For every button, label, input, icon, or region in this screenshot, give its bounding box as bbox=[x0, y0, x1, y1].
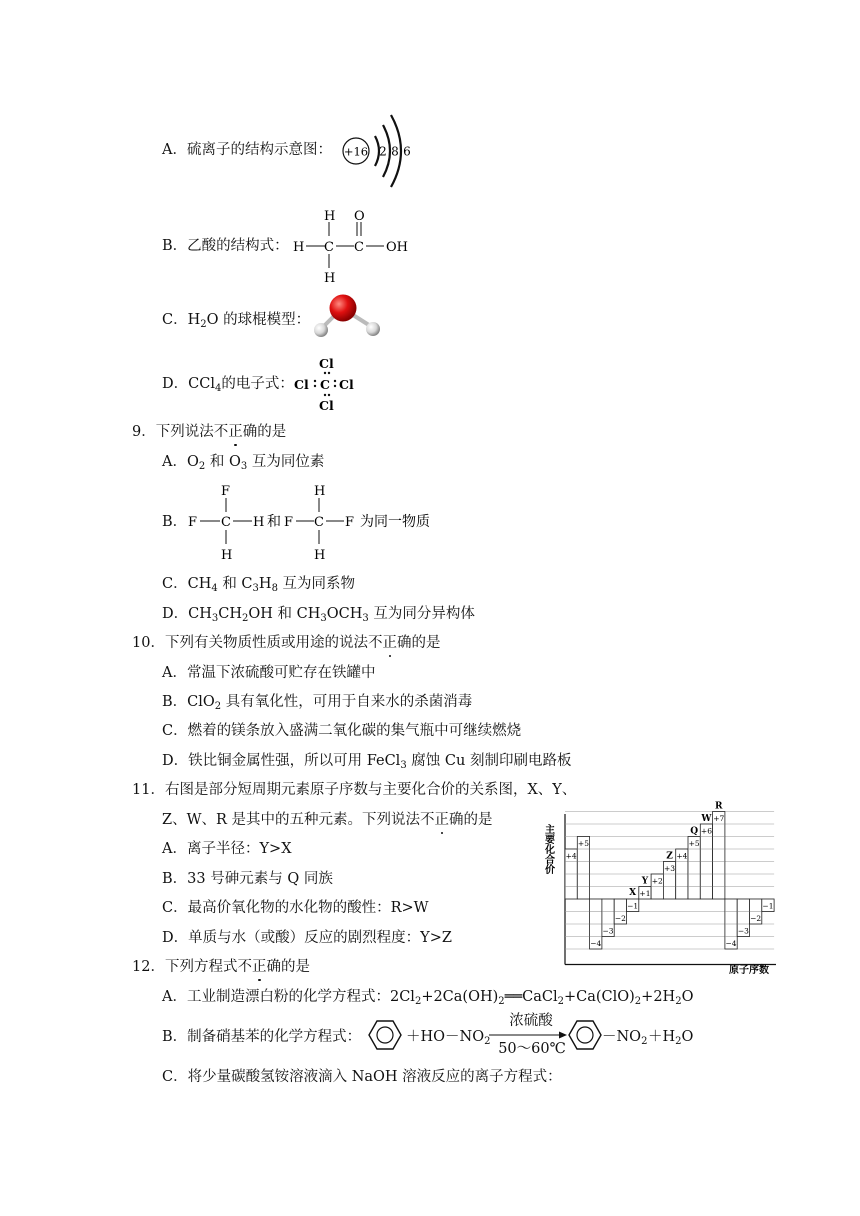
text: C．最高价氧化物的水化物的酸性：R>W bbox=[162, 900, 429, 916]
atom-h: H bbox=[314, 548, 326, 563]
q10-option-a bbox=[162, 664, 375, 682]
subscript: 2 bbox=[557, 996, 564, 1007]
bar-value-label: −4 bbox=[725, 939, 737, 948]
text: 和 C bbox=[217, 576, 253, 592]
q11-option-b bbox=[162, 870, 333, 888]
q8-option-c bbox=[162, 311, 310, 329]
text: +Ca(ClO) bbox=[563, 989, 635, 1005]
subscript: 4 bbox=[211, 583, 218, 594]
subscript: 2 bbox=[498, 996, 505, 1007]
q11-option-c bbox=[162, 899, 429, 917]
stem-text: 的是 bbox=[463, 812, 493, 828]
text: C．燃着的镁条放入盛满二氧化碳的集气瓶中可继续燃烧 bbox=[162, 723, 522, 739]
text: O bbox=[681, 989, 694, 1005]
text: A．工业制造漂白粉的化学方程式：2Cl bbox=[162, 989, 415, 1005]
text: OH 和 CH bbox=[248, 606, 321, 622]
subscript: 3 bbox=[320, 613, 327, 624]
subscript: 2 bbox=[414, 996, 422, 1007]
stem-text: 11．右图是部分短周期元素原子序数与主要化合价的关系图，X、Y、 bbox=[132, 782, 577, 798]
atom-h: H bbox=[253, 515, 265, 530]
q8-option-b-text: B．乙酸的结构式： bbox=[162, 238, 289, 254]
chart-xlabel: 原子序数 bbox=[729, 965, 769, 976]
q8-option-a bbox=[162, 141, 332, 159]
q10-option-d bbox=[162, 752, 571, 770]
atom-c: C bbox=[320, 377, 330, 392]
q8-option-a-text: A．硫离子的结构示意图： bbox=[162, 142, 332, 158]
subscript: 3 bbox=[252, 583, 259, 594]
q8-option-b bbox=[162, 237, 289, 255]
atom-o: O bbox=[354, 209, 365, 224]
acetic-acid-structural-formula bbox=[290, 206, 420, 286]
atom-oh: OH bbox=[386, 240, 408, 255]
subscript: 2 bbox=[198, 461, 206, 472]
bar-value-label: +7 bbox=[713, 814, 725, 823]
element-label: Z bbox=[666, 851, 673, 862]
text: C．CH bbox=[162, 576, 212, 592]
water-ball-stick-model bbox=[306, 288, 388, 346]
emphasis-text: 不正确 bbox=[213, 424, 258, 440]
q12-stem bbox=[132, 958, 310, 976]
element-label: Q bbox=[690, 826, 699, 837]
subscript: 3 bbox=[400, 760, 407, 771]
chart-ylabel: 主要化合价 bbox=[542, 824, 554, 874]
text: OCH bbox=[326, 606, 363, 622]
text: 浓硫酸 bbox=[509, 1013, 553, 1029]
q8-option-c-text: C．H bbox=[162, 312, 201, 328]
bar-value-label: +5 bbox=[577, 839, 589, 848]
q12-option-b-prefix bbox=[162, 1028, 361, 1046]
bar-value-label: +4 bbox=[676, 851, 688, 861]
subscript: 2 bbox=[242, 613, 249, 624]
stem-text: Z、W、R 是其中的五种元素。下列说法 bbox=[162, 812, 421, 828]
stem-text: 10．下列有关物质性质或用途的说法 bbox=[132, 635, 368, 651]
text: O bbox=[681, 1029, 694, 1045]
text: 具有氧化性，可用于自来水的杀菌消毒 bbox=[221, 694, 473, 710]
q12-option-a bbox=[162, 988, 693, 1006]
stem-text: 9．下列说法 bbox=[132, 424, 214, 440]
text: C．将少量碳酸氢铵溶液滴入 NaOH 溶液反应的离子方程式： bbox=[162, 1069, 562, 1085]
shell-2-label: 8 bbox=[391, 144, 399, 159]
text: A．常温下浓硫酸可贮存在铁罐中 bbox=[162, 665, 376, 681]
bar-value-label: −3 bbox=[737, 926, 749, 936]
subscript: 2 bbox=[641, 1036, 648, 1047]
subscript: 2 bbox=[675, 996, 682, 1007]
shell-1-label: 2 bbox=[379, 144, 387, 159]
text: ＋HO－NO bbox=[406, 1029, 485, 1045]
q11-option-d bbox=[162, 929, 452, 947]
q12-option-c bbox=[162, 1068, 562, 1086]
bar-value-label: +2 bbox=[651, 876, 663, 886]
emphasis-text: 不正确 bbox=[367, 635, 412, 651]
q11-option-a bbox=[162, 840, 292, 858]
stem-text: 的是 bbox=[411, 635, 441, 651]
element-label: Y bbox=[641, 876, 649, 887]
atom-h: H bbox=[324, 209, 336, 224]
nitric-acid-reagent bbox=[406, 1028, 490, 1046]
bar-value-label: +5 bbox=[688, 839, 700, 848]
text: 50～60℃ bbox=[498, 1041, 566, 1057]
stem-text: 的是 bbox=[280, 959, 310, 975]
text: 互为同分异构体 bbox=[368, 606, 475, 622]
ccl4-electron-formula bbox=[292, 353, 362, 415]
subscript: 2 bbox=[200, 319, 207, 330]
sulfide-ion-structure-diagram bbox=[336, 110, 426, 196]
text: +2H bbox=[641, 989, 676, 1005]
q9-stem bbox=[132, 423, 286, 441]
q8-option-c-tail: O 的球棍模型： bbox=[206, 312, 311, 328]
subscript: 3 bbox=[211, 613, 219, 624]
atom-cl: Cl bbox=[339, 377, 354, 392]
q10-option-b bbox=[162, 693, 472, 711]
q9-option-a bbox=[162, 453, 324, 471]
element-label: X bbox=[629, 888, 637, 898]
text: A．离子半径：Y>X bbox=[162, 841, 292, 857]
text: B．制备硝基苯的化学方程式： bbox=[162, 1029, 362, 1045]
bar-value-label: −1 bbox=[627, 901, 639, 911]
bar-value-label: +1 bbox=[639, 889, 651, 898]
bar-value-label: −2 bbox=[750, 914, 762, 923]
atom-cl: Cl bbox=[294, 377, 309, 392]
stem-text: 的是 bbox=[257, 424, 287, 440]
stem-text: 12．下列方程式 bbox=[132, 959, 238, 975]
subscript: 2 bbox=[675, 1036, 682, 1047]
q9-option-d bbox=[162, 605, 475, 623]
text: －NO bbox=[602, 1029, 642, 1045]
bar-value-label: −4 bbox=[590, 939, 602, 948]
text: D．单质与水（或酸）反应的剧烈程度：Y>Z bbox=[162, 930, 452, 946]
emphasis-text: 不正确 bbox=[237, 959, 281, 975]
text: ＋H bbox=[648, 1029, 676, 1045]
valence-vs-atomic-number-chart bbox=[542, 801, 786, 978]
subscript: 8 bbox=[271, 583, 278, 594]
element-label: W bbox=[701, 814, 712, 824]
text: B． bbox=[162, 514, 188, 530]
emphasis-text: 不正确 bbox=[420, 812, 464, 828]
atom-h: H bbox=[314, 484, 326, 499]
valence-bar bbox=[713, 812, 725, 900]
benzene-ring-icon bbox=[368, 1018, 402, 1052]
text: D．CH bbox=[162, 606, 212, 622]
text: 互为同系物 bbox=[277, 576, 356, 592]
atom-f: F bbox=[284, 515, 294, 530]
atom-h: H bbox=[324, 271, 336, 286]
nitrobenzene-product bbox=[602, 1028, 647, 1046]
same-substance-text: 为同一物质 bbox=[360, 514, 430, 530]
text: 腐蚀 Cu 刻制印刷电路板 bbox=[406, 753, 572, 769]
atom-c: C bbox=[314, 515, 324, 530]
and-text: 和 bbox=[267, 514, 281, 530]
atom-h: H bbox=[293, 240, 305, 255]
water-product bbox=[648, 1028, 693, 1046]
bar-value-label: +3 bbox=[664, 864, 676, 873]
reaction-condition-top bbox=[498, 1012, 564, 1030]
subscript: 3 bbox=[240, 461, 248, 472]
q9-option-c bbox=[162, 575, 355, 593]
q8-option-d bbox=[162, 375, 294, 393]
text: CH bbox=[218, 606, 242, 622]
atom-f: F bbox=[221, 484, 231, 499]
q11-stem-line1 bbox=[132, 781, 576, 799]
text: B．ClO bbox=[162, 694, 215, 710]
bar-value-label: −3 bbox=[602, 926, 614, 936]
text: A．O bbox=[162, 454, 199, 470]
q10-option-c bbox=[162, 722, 521, 740]
subscript: 2 bbox=[484, 1036, 491, 1047]
bar-value-label: −1 bbox=[762, 901, 774, 911]
text: D．铁比铜金属性强，所以可用 FeCl bbox=[162, 753, 401, 769]
text: ══CaCl bbox=[504, 989, 558, 1005]
reaction-condition-bottom bbox=[494, 1040, 570, 1058]
atom-f: F bbox=[345, 515, 355, 530]
shell-3-label: 6 bbox=[403, 144, 411, 159]
subscript: 2 bbox=[634, 996, 642, 1007]
text: B．33 号砷元素与 Q 同族 bbox=[162, 871, 333, 887]
atom-f: F bbox=[188, 515, 198, 530]
bar-value-label: +6 bbox=[700, 826, 712, 836]
atom-c: C bbox=[324, 240, 334, 255]
q8-option-d-text: D．CCl bbox=[162, 376, 215, 392]
q8-option-d-tail: 的电子式： bbox=[221, 376, 294, 392]
text: 和 O bbox=[205, 454, 241, 470]
text: 互为同位素 bbox=[247, 454, 325, 470]
subscript: 3 bbox=[362, 613, 369, 624]
bar-value-label: −2 bbox=[614, 914, 626, 923]
text: H bbox=[258, 576, 272, 592]
reaction-arrow-icon bbox=[488, 1030, 568, 1040]
atom-cl: Cl bbox=[319, 398, 334, 413]
benzene-ring-icon bbox=[568, 1018, 602, 1052]
nucleus-charge-label: +16 bbox=[343, 144, 369, 159]
bar-value-label: +4 bbox=[565, 851, 577, 861]
atom-c: C bbox=[354, 240, 364, 255]
q9-option-b-structures bbox=[184, 480, 444, 564]
subscript: 2 bbox=[214, 701, 222, 712]
q11-stem-line2 bbox=[162, 811, 493, 829]
atom-h: H bbox=[221, 548, 233, 563]
element-label: R bbox=[715, 801, 723, 812]
text: +2Ca(OH) bbox=[421, 989, 499, 1005]
atom-c: C bbox=[221, 515, 231, 530]
atom-cl: Cl bbox=[319, 356, 334, 371]
q10-stem bbox=[132, 634, 440, 652]
subscript: 4 bbox=[214, 383, 222, 394]
